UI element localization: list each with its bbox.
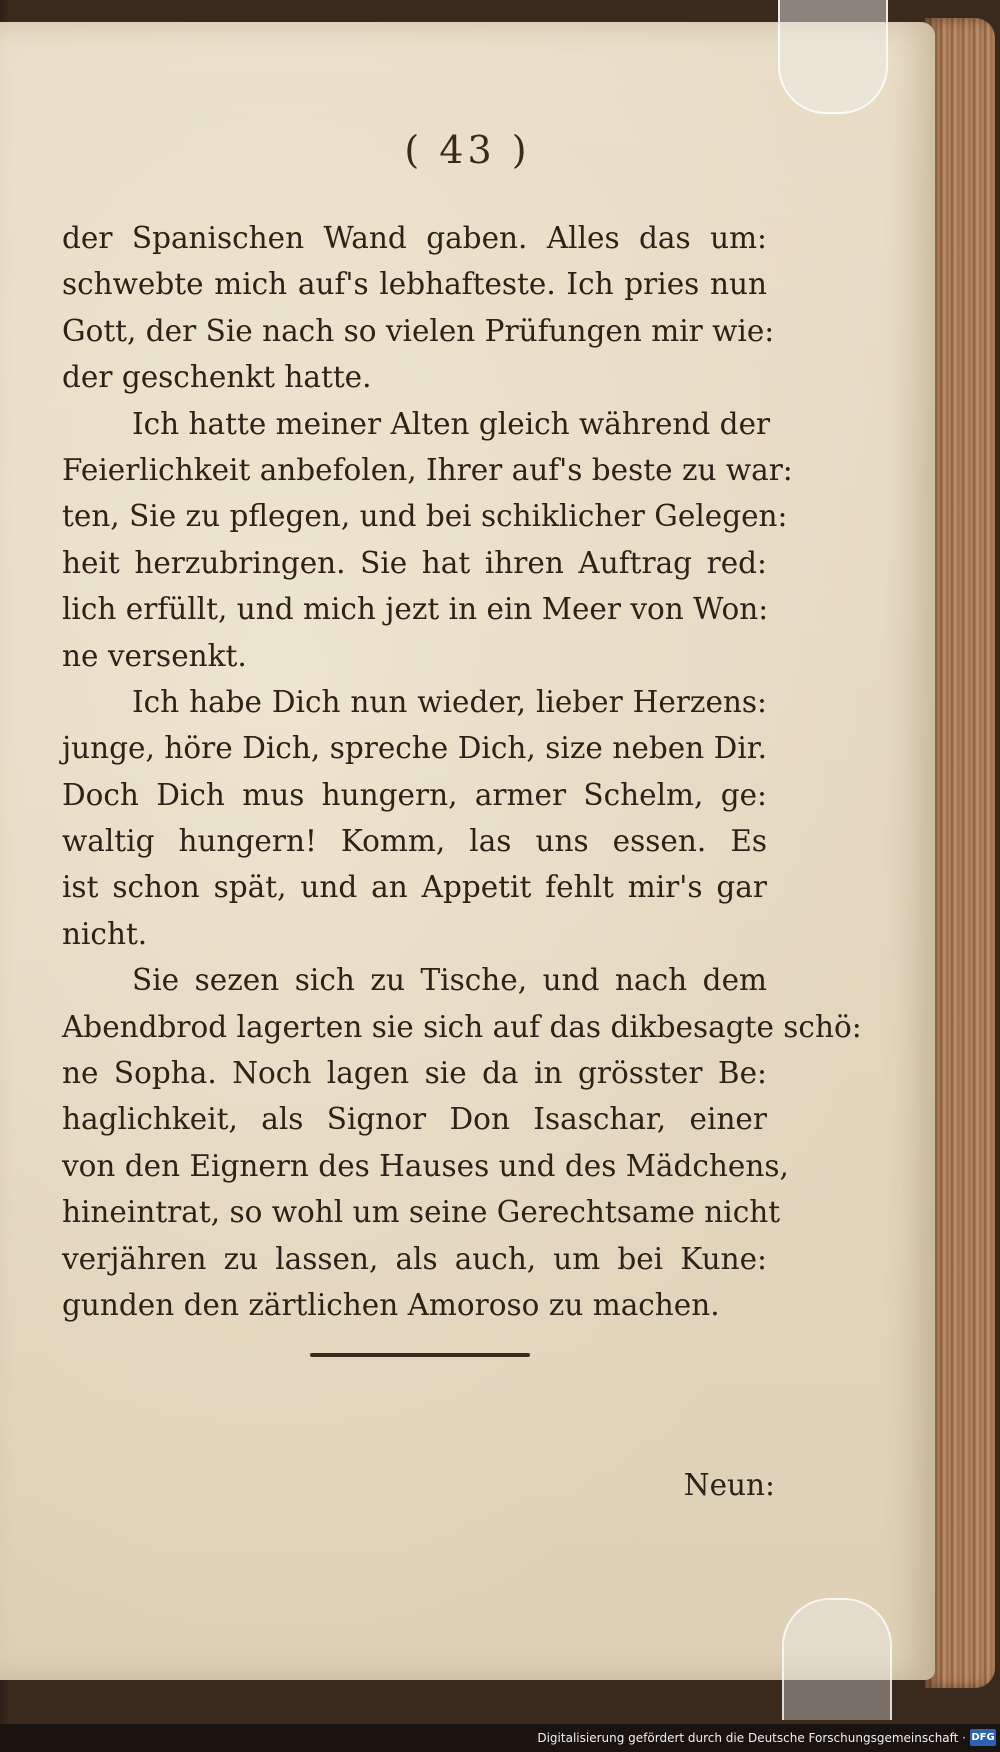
- text-line: verjähren zu lassen, als auch, um bei Kune:: [62, 1241, 767, 1276]
- text-line: Doch Dich mus hungern, armer Schelm, ge:: [62, 777, 767, 812]
- page-clip-bottom: [782, 1598, 892, 1720]
- text-line: ne Sopha. Noch lagen sie da in grösster Be:: [62, 1056, 767, 1091]
- text-line: Gott, der Sie nach so vielen Prüfungen mir wie:: [62, 313, 775, 348]
- text-line: der Spanischen Wand gaben. Alles das um:: [62, 221, 767, 255]
- text-line: Feierlichkeit anbefolen, Ihrer auf's beste zu war:: [62, 452, 793, 487]
- text-line: nicht.: [62, 916, 148, 951]
- text-line: lich erfüllt, und mich jezt in ein Meer von Won:: [62, 592, 769, 627]
- text-line: ist schon spät, und an Appetit fehlt mir's gar: [62, 870, 767, 905]
- catchword: Neun:: [683, 1468, 775, 1502]
- text-line: haglichkeit, als Signor Don Isaschar, einer: [62, 1102, 767, 1137]
- text-line: der geschenkt hatte.: [62, 360, 372, 395]
- text-line: waltig hungern! Komm, las uns essen. Es: [62, 824, 767, 859]
- page-clip-top: [778, 0, 888, 114]
- digitization-credit: Digitalisierung gefördert durch die Deutsche Forschungsgemeinschaft ·: [537, 1731, 966, 1745]
- text-line: ne versenkt.: [62, 638, 247, 673]
- text-line: ten, Sie zu pflegen, und bei schiklicher Gelegen:: [62, 499, 788, 534]
- text-line: Sie sezen sich zu Tische, und nach dem: [132, 963, 767, 998]
- book-page-edges: [925, 18, 995, 1688]
- text-line: Ich habe Dich nun wieder, lieber Herzens:: [132, 684, 767, 719]
- text-line: gunden den zärtlichen Amoroso zu machen.: [62, 1287, 720, 1322]
- dfg-logo-badge: DFG: [970, 1729, 996, 1746]
- text-line: heit herzubringen. Sie hat ihren Auftrag red:: [62, 545, 767, 580]
- body-text: [62, 215, 862, 1328]
- section-divider-rule: [310, 1353, 530, 1357]
- text-line: junge, höre Dich, spreche Dich, size neben Dir.: [62, 731, 767, 766]
- text-line: hineintrat, so wohl um seine Gerechtsame nicht: [62, 1195, 781, 1230]
- text-line: schwebte mich auf's lebhafteste. Ich pries nun: [62, 267, 767, 302]
- text-line: Ich hatte meiner Alten gleich während der: [132, 406, 771, 441]
- page-number-header: ( 43 ): [404, 128, 531, 172]
- text-line: von den Eignern des Hauses und des Mädchens,: [62, 1148, 789, 1183]
- text-line: Abendbrod lagerten sie sich auf das dikbesagte schö:: [62, 1009, 862, 1044]
